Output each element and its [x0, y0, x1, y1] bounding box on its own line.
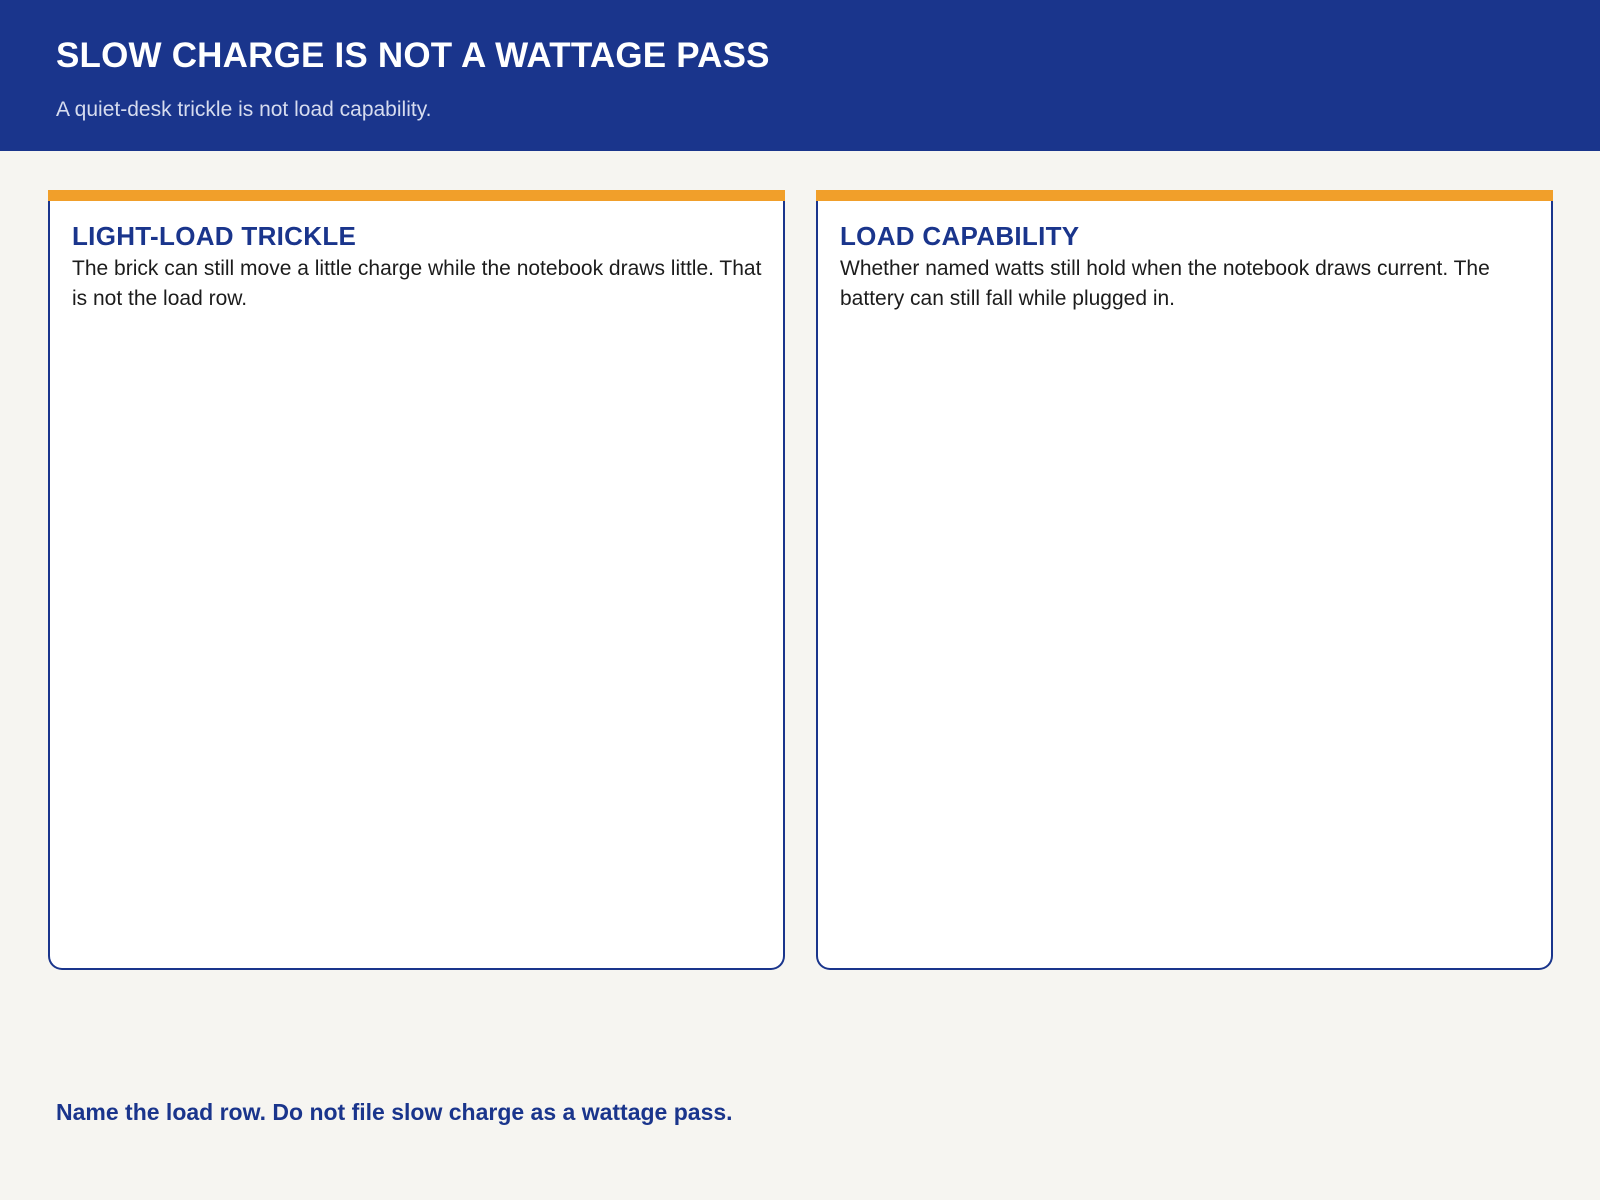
card-heading: LIGHT-LOAD TRICKLE — [72, 221, 357, 251]
page-subtitle: A quiet-desk trickle is not load capability. — [56, 98, 432, 121]
card-accent-bar — [816, 190, 1553, 201]
card-accent-bar — [48, 190, 785, 201]
card-text: The brick can still move a little charge while the notebook draws little. That is not the load row. — [72, 257, 762, 310]
card-light-load-trickle — [48, 190, 785, 970]
card-body — [48, 201, 785, 970]
card-text: Whether named watts still hold when the notebook draws current. The battery can still fall while plugged in. — [840, 257, 1490, 310]
card-load-capability — [816, 190, 1553, 970]
header-banner — [0, 0, 1600, 151]
card-body — [816, 201, 1553, 970]
card-heading: LOAD CAPABILITY — [840, 221, 1080, 251]
page-title: SLOW CHARGE IS NOT A WATTAGE PASS — [56, 36, 770, 75]
footer-note: Name the load row. Do not file slow charge as a wattage pass. — [56, 1099, 733, 1125]
